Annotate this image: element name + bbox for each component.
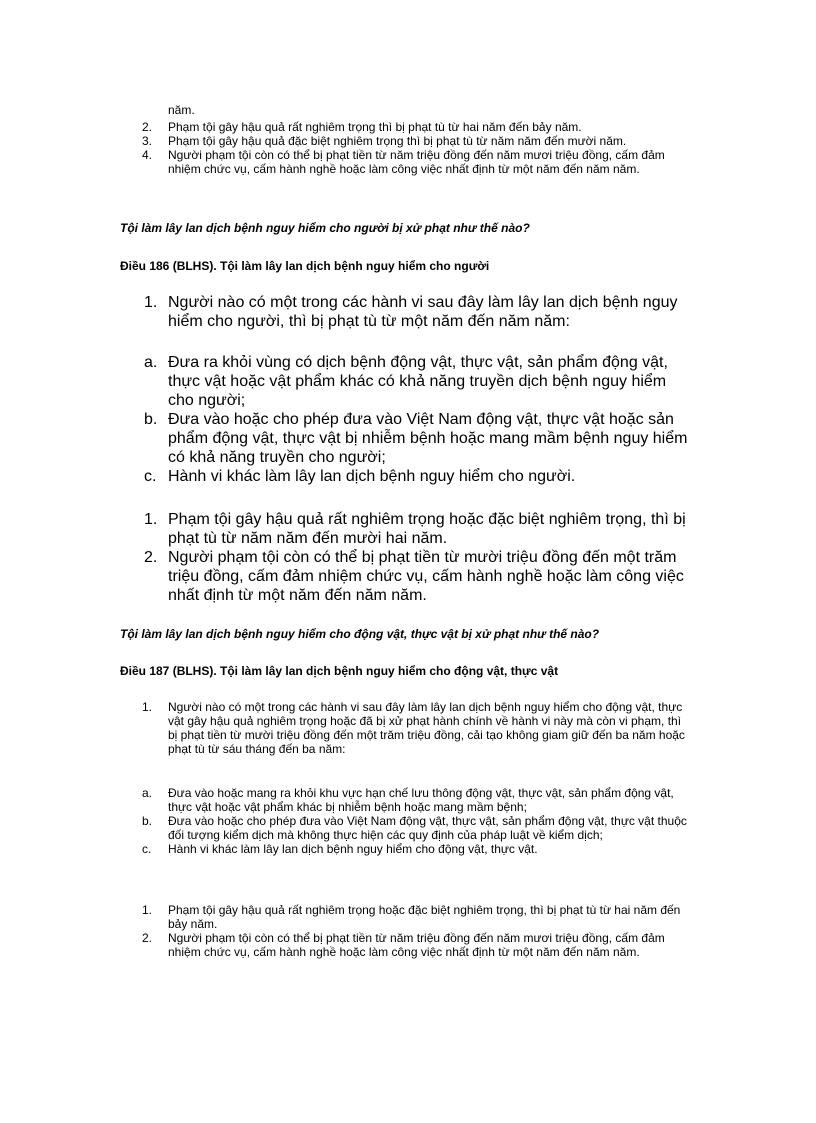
- list-item: 1. Phạm tội gây hậu quả rất nghiêm trọng hoặc đặc biệt nghiêm trọng, thì bị phạt tù từ hai năm đến bảy năm.: [142, 903, 681, 931]
- list-item: a. Đưa vào hoặc mang ra khỏi khu vực hạn chế lưu thông động vật, thực vật, sản phẩm động vật, thực vật hoặc vật phẩm khác bị nhiễm bệnh hoặc mang mầm bệnh;: [142, 786, 674, 814]
- question-heading: Tội làm lây lan dịch bệnh nguy hiểm cho người bị xử phạt như thế nào?: [120, 221, 530, 235]
- article-187-penalties: [120, 903, 690, 959]
- list-item: c. Hành vi khác làm lây lan dịch bệnh nguy hiểm cho động vật, thực vật.: [142, 842, 538, 856]
- list-item: b. Đưa vào hoặc cho phép đưa vào Việt Nam động vật, thực vật, sản phẩm động vật, thực vật thuộc đối tượng kiểm dịch mà không thực hiện các quy định của pháp luật về kiểm dịch;: [142, 814, 687, 842]
- list-item: a. Đưa ra khỏi vùng có dịch bệnh động vật, thực vật, sản phẩm động vật, thực vật hoặc vật phẩm khác có khả năng truyền dịch bệnh nguy hiểm cho người;: [144, 354, 668, 409]
- list-item: 2. Người phạm tội còn có thể bị phạt tiền từ mười triệu đồng đến một trăm triệu đồng, cấm đảm nhiệm chức vụ, cấm hành nghề hoặc làm công việc nhất định từ một năm đến năm năm.: [144, 549, 684, 604]
- article-187-clause-1: [120, 700, 690, 756]
- penalty-list-top: [120, 120, 680, 176]
- list-item: b. Đưa vào hoặc cho phép đưa vào Việt Nam động vật, thực vật hoặc sản phẩm động vật, thực vật bị nhiễm bệnh hoặc mang mầm bệnh nguy hiểm có khả năng truyền cho người;: [144, 411, 688, 466]
- article-186-penalties: [120, 510, 690, 605]
- article-heading: Điều 186 (BLHS). Tội làm lây lan dịch bệnh nguy hiểm cho người: [120, 259, 490, 273]
- list-item: 3. Phạm tội gây hậu quả đặc biệt nghiêm trọng thì bị phạt tù từ năm năm đến mười năm.: [142, 134, 627, 148]
- list-item: c. Hành vi khác làm lây lan dịch bệnh nguy hiểm cho người.: [144, 468, 576, 485]
- article-186-clause-1: [120, 293, 690, 331]
- article-187-acts: [120, 786, 690, 856]
- list-item: 2. Phạm tội gây hậu quả rất nghiêm trọng thì bị phạt tù từ hai năm đến bảy năm.: [142, 120, 582, 134]
- list-item: 2. Người phạm tội còn có thể bị phạt tiền từ năm triệu đồng đến năm mươi triệu đồng, cấm đảm nhiệm chức vụ, cấm hành nghề hoặc làm công việc nhất định từ một năm đến năm năm.: [142, 931, 665, 959]
- list-item: 1. Phạm tội gây hậu quả rất nghiêm trọng hoặc đặc biệt nghiêm trọng, thì bị phạt tù từ năm năm đến mười hai năm.: [144, 511, 686, 547]
- question-heading: Tội làm lây lan dịch bệnh nguy hiểm cho động vật, thực vật bị xử phạt như thế nào?: [120, 627, 600, 641]
- list-item: 1. Người nào có một trong các hành vi sau đây làm lây lan dịch bệnh nguy hiểm cho người, thì bị phạt tù từ một năm đến năm năm:: [144, 294, 678, 330]
- article-heading: Điều 187 (BLHS). Tội làm lây lan dịch bệnh nguy hiểm cho động vật, thực vật: [120, 664, 559, 678]
- article-186-acts: [120, 353, 690, 486]
- list-item: 1. Người nào có một trong các hành vi sau đây làm lây lan dịch bệnh nguy hiểm cho động vật, thực vật gây hậu quả nghiêm trọng hoặc đã bị xử phạt hành chính về hành vi này mà còn vi phạm, thì bị phạt tiền từ mười triệu đồng đến một trăm triệu đồng, cải tạo không giam giữ đến ba năm hoặc phạt tù từ sáu tháng đến ba năm:: [142, 700, 685, 756]
- continuation-text: năm.: [168, 103, 195, 117]
- list-item: 4. Người phạm tội còn có thể bị phạt tiền từ năm triệu đồng đến năm mươi triệu đồng, cấm đảm nhiệm chức vụ, cấm hành nghề hoặc làm công việc nhất định từ một năm đến năm năm.: [142, 148, 665, 176]
